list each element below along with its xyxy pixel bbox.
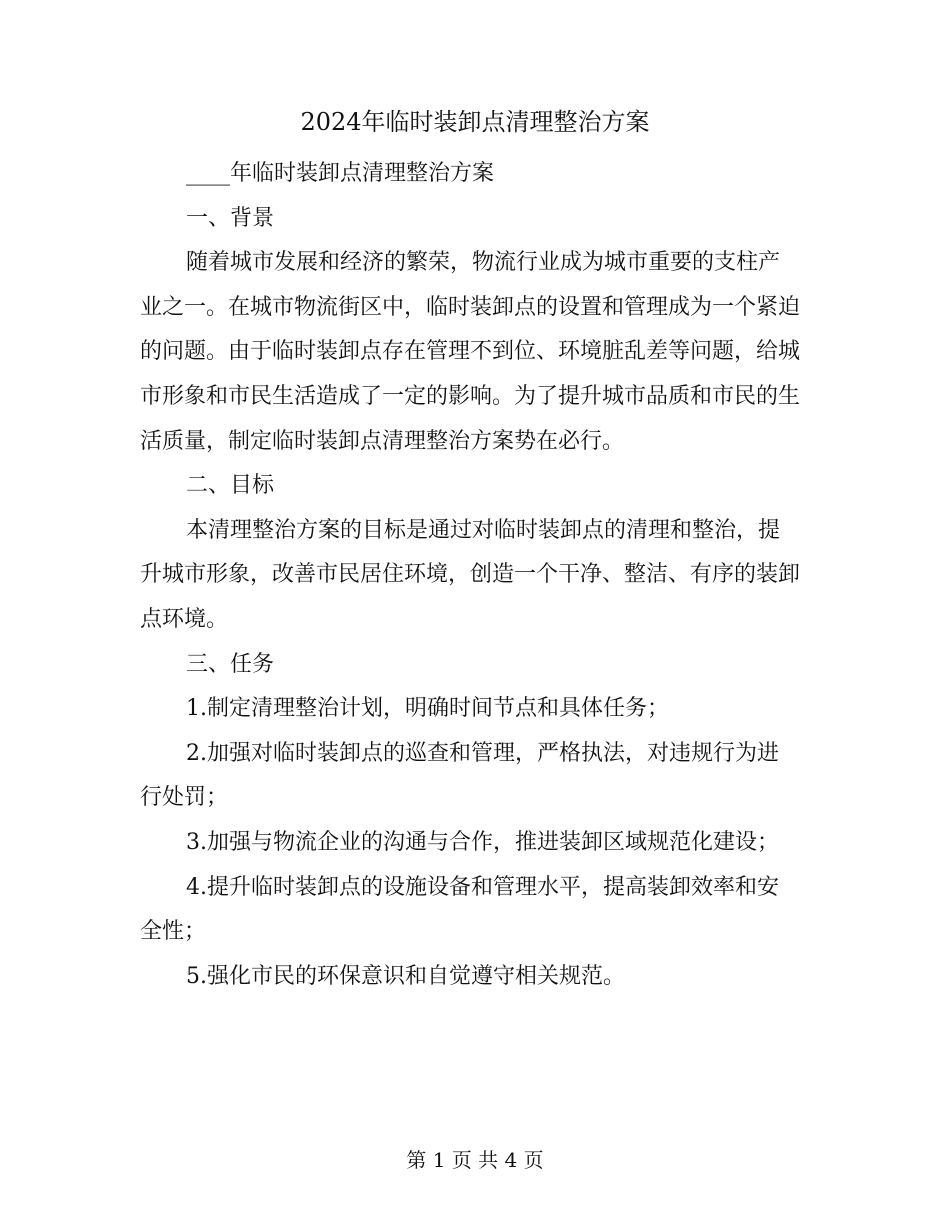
task-item-2: 2.加强对临时装卸点的巡查和管理，严格执法，对违规行为进行处罚； [140, 740, 779, 811]
task-item-4: 4.提升临时装卸点的设施设备和管理水平，提高装卸效率和安全性； [140, 874, 779, 945]
document-body [140, 152, 800, 999]
section-heading-goal: 二、目标 [186, 473, 275, 499]
page-footer: 第 1 页 共 4 页 [406, 1148, 544, 1172]
background-paragraph: 随着城市发展和经济的繁荣，物流行业成为城市重要的支柱产业之一。在城市物流街区中，临时装卸点的设置和管理成为一个紧迫的问题。由于临时装卸点存在管理不到位、环境脏乱差等问题，给城市形象和市民生活造成了一定的影响。为了提升城市品质和市民的生活质量，制定临时装卸点清理整治方案势在必行。 [140, 250, 801, 454]
goal-paragraph: 本清理整治方案的目标是通过对临时装卸点的清理和整治，提升城市形象，改善市民居住环境，创造一个干净、整洁、有序的装卸点环境。 [140, 517, 801, 632]
subtitle-paragraph: ____年临时装卸点清理整治方案 [186, 161, 495, 186]
task-item-1: 1.制定清理整治计划，明确时间节点和具体任务； [186, 696, 669, 722]
section-heading-background: 一、背景 [186, 205, 275, 231]
task-item-5: 5.强化市民的环保意识和自觉遵守相关规范。 [186, 963, 625, 989]
document-title: 2024年临时装卸点清理整治方案 [300, 108, 650, 136]
task-item-3: 3.加强与物流企业的沟通与合作，推进装卸区域规范化建设； [186, 829, 779, 855]
section-heading-tasks: 三、任务 [186, 651, 275, 677]
